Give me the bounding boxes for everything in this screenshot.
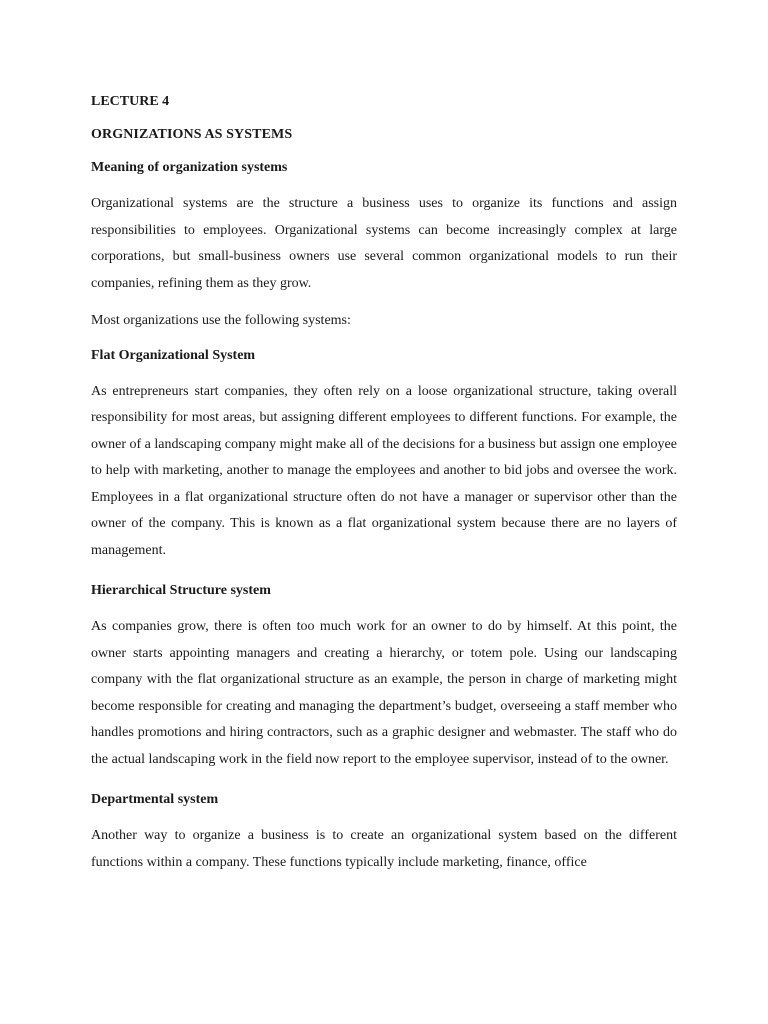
section-heading-meaning: Meaning of organization systems <box>91 160 288 175</box>
document-title: ORGNIZATIONS AS SYSTEMS <box>91 127 293 142</box>
paragraph-departmental: Another way to organize a business is to create an organizational system based on the different functions within a company. These functions typically include marketing, finance, office <box>91 828 677 870</box>
paragraph-hierarchical: As companies grow, there is often too much work for an owner to do by himself. At this point, the owner starts appointing managers and creating a hierarchy, or totem pole. Using our landscaping company with the flat organizational structure as an example, the person in charge of marketing might become responsible for creating and managing the department’s budget, overseeing a staff member who handles promotions and hiring contractors, such as a graphic designer and webmaster. The staff who do the actual landscaping work in the field now report to the employee supervisor, instead of to the owner. <box>91 619 677 767</box>
lecture-label: LECTURE 4 <box>91 94 170 109</box>
paragraph-systems-intro: Most organizations use the following systems: <box>91 313 351 328</box>
section-heading-departmental: Departmental system <box>91 792 219 807</box>
section-heading-flat: Flat Organizational System <box>91 347 256 363</box>
section-heading-hierarchical: Hierarchical Structure system <box>91 583 271 598</box>
paragraph-meaning: Organizational systems are the structure a business uses to organize its functions and assign responsibilities to employees. Organizational systems can become increasingly complex at large corporations, but small-business owners use several common organizational models to run their companies, refining them as they grow. <box>91 196 677 291</box>
document-page <box>91 92 677 876</box>
paragraph-flat: As entrepreneurs start companies, they often rely on a loose organizational structure, taking overall responsibility for most areas, but assigning different employees to different functions. For example, the owner of a landscaping company might make all of the decisions for a business but assign one employee to help with marketing, another to manage the employees and another to bid jobs and oversee the work. Employees in a flat organizational structure often do not have a manager or supervisor other than the owner of the company. This is known as a flat organizational system because there are no layers of management. <box>91 383 677 558</box>
